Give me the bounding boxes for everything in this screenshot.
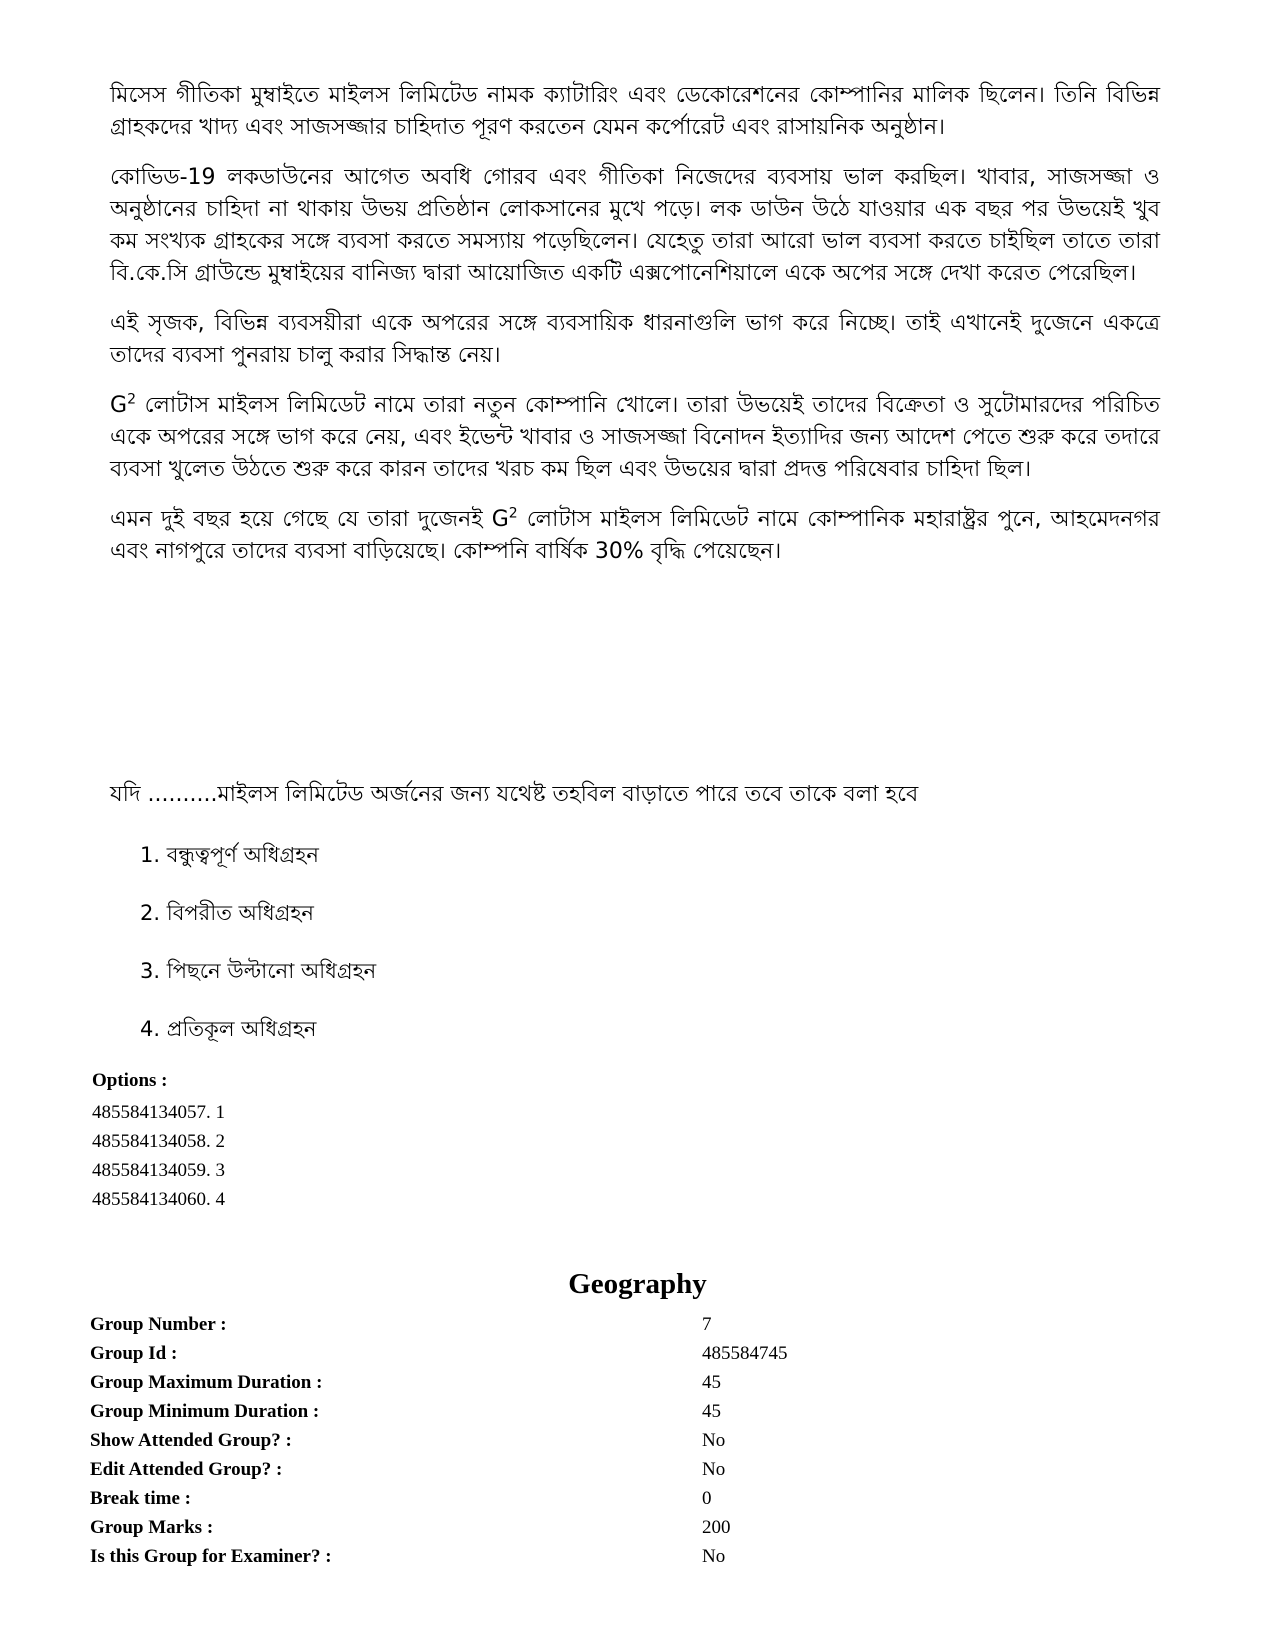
group-info-label: Group Minimum Duration : [90, 1401, 320, 1422]
superscript-2: 2 [508, 505, 518, 522]
group-info-row [90, 1542, 1090, 1571]
group-info-label: Group Maximum Duration : [90, 1372, 323, 1393]
group-info-label: Show Attended Group? : [90, 1430, 292, 1451]
group-info-label: Group Marks : [90, 1517, 214, 1538]
passage-paragraph-1: মিসেস গীতিকা মুম্বাইতে মাইলস লিমিটেড নামক ক্যাটারিং এবং ডেকোরেশনের কোম্পানির মালিক ছিলেন। তিনি বিভিন্ন গ্রাহকদের খাদ্য এবং সাজসজ্জার চাহিদাত পূরণ করতেন যেমন কর্পোরেট এবং রাসায়নিক অনুষ্ঠান। [110, 83, 1160, 140]
group-info-table [90, 1310, 1090, 1571]
g-letter: G [110, 393, 128, 418]
option-3: 485584134059. 3 [92, 1160, 225, 1181]
option-2: 485584134058. 2 [92, 1131, 225, 1152]
group-info-value: 45 [702, 1401, 721, 1422]
group-info-value: No [702, 1430, 726, 1451]
choice-4: 4. প্রতিকূল অধিগ্রহন [140, 1017, 317, 1041]
group-info-value: No [702, 1546, 726, 1567]
group-info-label: Edit Attended Group? : [90, 1459, 283, 1480]
group-info-value: 0 [702, 1488, 712, 1509]
section-title: Geography [568, 1268, 707, 1300]
group-info-value: No [702, 1459, 726, 1480]
group-info-row [90, 1368, 1090, 1397]
group-info-row [90, 1484, 1090, 1513]
group-info-value: 200 [702, 1517, 731, 1538]
option-4: 485584134060. 4 [92, 1189, 225, 1210]
passage-paragraph-4-text: লোটাস মাইলস লিমিডেট নামে তারা নতুন কোম্পানি খোলে। তারা উভয়েই তাদের বিক্রেতা ও সুটোমারদের পরিচিত একে অপরের সঙ্গে ভাগ করে নেয়, এবং ইভেন্ট খাবার ও সাজসজ্জা বিনোদন ইত্যাদির জন্য আদেশ পেতে শুরু করে তদারে ব্যবসা খুলেত উঠতে শুরু করে কারন তাদের খরচ কম ছিল এবং উভয়ের দ্বারা প্রদত্ত পরিষেবার চাহিদা ছিল। [110, 393, 1160, 482]
superscript-2: 2 [127, 391, 136, 408]
option-1: 485584134057. 1 [92, 1102, 225, 1123]
group-info-value: 485584745 [702, 1343, 788, 1364]
case-passage [110, 80, 1160, 586]
answer-choices [140, 840, 1040, 1072]
passage-paragraph-5-text-a: এমন দুই বছর হয়ে গেছে যে তারা দুজেনই G [110, 507, 509, 532]
group-info-label: Group Id : [90, 1343, 178, 1364]
passage-paragraph-2: কোভিড-19 লকডাউনের আগেত অবধি গোরব এবং গীতিকা নিজেদের ব্যবসায় ভাল করছিল। খাবার, সাজসজ্জা ও অনুষ্ঠানের চাহিদা না থাকায় উভয় প্রতিষ্ঠান লোকসানের মুখে পড়ে। লক ডাউন উঠে যাওয়ার এক বছর পর উভয়েই খুব কম সংখ্যক গ্রাহকের সঙ্গে ব্যবসা করতে সমস্যায় পড়েছিলেন। যেহেতু তারা আরো ভাল ব্যবসা করতে চাইছিল তাতে তারা বি.কে.সি গ্রাউন্ডে মুম্বাইয়ের বানিজ্য দ্বারা আয়োজিত একটি এক্সপোনেশিয়ালে একে অপের সঙ্গে দেখা করেত পেরেছিল। [110, 165, 1160, 286]
question-text: যদি ..........মাইলস লিমিটেড অর্জনের জন্য যথেষ্ট তহবিল বাড়াতে পারে তবে তাকে বলা হবে [110, 782, 919, 807]
group-info-row [90, 1310, 1090, 1339]
passage-paragraph-3: এই সৃজক, বিভিন্ন ব্যবসয়ীরা একে অপরের সঙ্গে ব্যবসায়িক ধারনাগুলি ভাগ করে নিচ্ছে। তাই এখানেই দুজেনে একত্রে তাদের ব্যবসা পুনরায় চালু করার সিদ্ধান্ত নেয়। [110, 311, 1160, 368]
choice-1: 1. বন্ধুত্বপূর্ণ অধিগ্রহন [140, 843, 319, 867]
group-info-row [90, 1426, 1090, 1455]
group-info-value: 7 [702, 1314, 712, 1335]
choice-3: 3. পিছনে উল্টানো অধিগ্রহন [140, 959, 377, 983]
group-info-label: Break time : [90, 1488, 191, 1509]
passage-paragraph-5 [110, 504, 1160, 568]
group-info-row [90, 1339, 1090, 1368]
group-info-label: Is this Group for Examiner? : [90, 1546, 332, 1567]
group-info-row [90, 1397, 1090, 1426]
passage-paragraph-5-text-b: লোটাস মাইলস লিমিডেট নামে কোম্পানিক মহারাষ্ট্রর পুনে, আহমেদনগর এবং নাগপুরে তাদের ব্যবসা বাড়িয়েছে। কোম্পনি বার্ষিক 30% বৃদ্ধি পেয়েছেন। [110, 507, 1160, 564]
group-info-value: 45 [702, 1372, 721, 1393]
group-info-row [90, 1455, 1090, 1484]
options-list [92, 1098, 225, 1214]
group-info-row [90, 1513, 1090, 1542]
choice-2: 2. বিপরীত অধিগ্রহন [140, 901, 314, 925]
passage-paragraph-4 [110, 390, 1160, 486]
group-info-label: Group Number : [90, 1314, 227, 1335]
options-heading: Options : [92, 1070, 168, 1091]
